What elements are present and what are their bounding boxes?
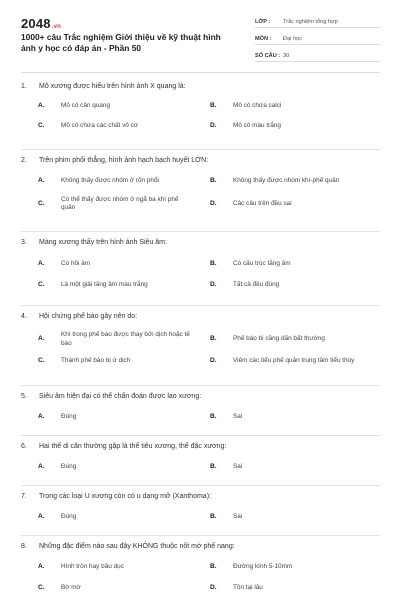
answer-options	[21, 331, 380, 366]
site-logo[interactable]	[21, 16, 61, 31]
question-text	[21, 492, 380, 501]
question-text	[21, 156, 380, 165]
question-item	[21, 306, 380, 386]
option-text: Sai	[233, 463, 243, 470]
question-item	[21, 78, 380, 150]
answer-option[interactable]	[193, 413, 365, 422]
option-letter: D.	[210, 199, 217, 207]
answer-option[interactable]	[193, 260, 365, 269]
answer-option[interactable]	[193, 331, 365, 348]
question-item	[21, 486, 380, 536]
option-letter: C.	[38, 583, 45, 591]
answer-option[interactable]	[21, 196, 193, 213]
option-letter: D.	[210, 357, 217, 364]
answer-option[interactable]	[21, 584, 193, 593]
option-text: Có hồi âm	[61, 260, 91, 267]
question-number: 6.	[21, 443, 27, 450]
question-body: Hội chứng phế bào gây nên do:	[39, 313, 138, 320]
question-number: 8.	[21, 543, 27, 550]
option-text: Không thấy được nhóm ở rốn phổi	[61, 177, 159, 184]
option-letter: A.	[38, 413, 45, 420]
option-text: Đúng	[61, 413, 77, 420]
question-item	[21, 436, 380, 486]
option-text: Sai	[233, 413, 243, 420]
answer-option[interactable]	[193, 584, 365, 593]
question-item	[21, 232, 380, 306]
answer-option[interactable]	[21, 563, 193, 572]
answer-option[interactable]	[193, 357, 365, 366]
answer-option[interactable]	[193, 563, 365, 572]
question-number: 3.	[21, 239, 27, 246]
option-text: Viêm các tiểu phế quản trung tâm tiểu thùy	[233, 357, 355, 364]
answer-option[interactable]	[21, 357, 193, 366]
option-letter: A.	[38, 563, 45, 570]
answer-option[interactable]	[21, 122, 193, 131]
question-text	[21, 442, 380, 451]
meta-row-subject	[255, 30, 380, 45]
answer-option[interactable]	[21, 413, 193, 422]
answer-options	[21, 177, 380, 213]
answer-option[interactable]	[193, 122, 365, 131]
question-body: Trên phim phổi thẳng, hình ảnh hạch bạch huyết LỚN:	[39, 157, 209, 164]
answer-option[interactable]	[193, 513, 365, 522]
option-letter: B.	[210, 563, 217, 570]
header-divider	[21, 72, 380, 73]
option-letter: B.	[210, 102, 217, 109]
question-text	[21, 542, 380, 551]
option-letter: B.	[210, 260, 217, 267]
option-text: Sai	[233, 513, 243, 520]
document-meta	[255, 13, 380, 64]
question-text	[21, 312, 380, 321]
question-body: Siêu âm hiện đại có thể chẩn đoán được lao xương:	[39, 393, 202, 400]
option-text: Đường kính 5-10mm	[233, 563, 293, 570]
option-letter: D.	[210, 121, 217, 129]
option-letter: C.	[38, 280, 45, 288]
meta-value: 30	[283, 53, 290, 59]
logo-suffix: .vn	[51, 24, 62, 30]
question-number: 4.	[21, 313, 27, 320]
option-text: Mô có chứa các chất vô cơ	[61, 121, 139, 129]
option-text: Đúng	[61, 513, 77, 520]
answer-option[interactable]	[193, 196, 365, 213]
meta-value: Đại học	[283, 36, 302, 42]
option-letter: A.	[38, 335, 45, 343]
question-text	[21, 392, 380, 401]
question-body: Trong các loại U xương còn có u dạng mỡ (Xanthoma):	[39, 493, 211, 500]
option-letter: B.	[210, 463, 217, 470]
answer-option[interactable]	[193, 463, 365, 472]
option-letter: B.	[210, 513, 217, 520]
option-text: Khí trong phế bào được thay bởi dịch hoặc tế bào	[61, 331, 190, 347]
answer-option[interactable]	[193, 102, 365, 111]
meta-label: SỐ CÂU :	[255, 53, 281, 59]
option-letter: A.	[38, 177, 45, 184]
answer-option[interactable]	[21, 102, 193, 111]
option-text: Mô có màu trắng	[233, 121, 281, 129]
answer-options	[21, 513, 380, 522]
answer-option[interactable]	[21, 260, 193, 269]
option-letter: C.	[38, 121, 45, 129]
option-letter: B.	[210, 335, 217, 343]
option-text: Mô có chứa calci	[233, 102, 282, 109]
logo-text: 2048	[21, 16, 51, 31]
option-letter: A.	[38, 513, 45, 520]
question-body: Màng xương thấy trên hình ảnh Siêu âm:	[39, 239, 167, 246]
option-letter: A.	[38, 260, 45, 267]
question-number: 5.	[21, 393, 27, 400]
option-text: Tất cả đều đúng	[233, 280, 280, 288]
answer-options	[21, 260, 380, 289]
answer-option[interactable]	[21, 513, 193, 522]
option-text: Phế bào bị căng dãn bất thường	[233, 335, 325, 343]
option-text: Hình tròn hay bầu dục	[61, 563, 124, 570]
option-text: Thành phế bào bị ứ dịch	[61, 357, 131, 364]
question-item	[21, 386, 380, 436]
document-title: 1000+ câu Trắc nghiệm Giới thiệu về kỹ thuật hình ảnh y học có đáp án - Phần 50	[21, 32, 221, 53]
answer-option[interactable]	[21, 177, 193, 186]
meta-row-class	[255, 13, 380, 28]
question-text	[21, 238, 380, 247]
option-letter: C.	[38, 357, 45, 364]
question-text	[21, 82, 380, 91]
page-header	[0, 0, 400, 68]
answer-options	[21, 563, 380, 592]
answer-options	[21, 102, 380, 130]
option-text: Là một giải tăng âm màu trắng	[61, 280, 148, 288]
question-number: 2.	[21, 157, 27, 164]
answer-option[interactable]	[193, 281, 365, 290]
option-text: Mô có cản quang	[61, 102, 111, 109]
option-letter: D.	[210, 280, 217, 288]
option-letter: B.	[210, 413, 217, 420]
option-letter: A.	[38, 463, 45, 470]
question-number: 1.	[21, 83, 27, 90]
question-body: Hai thể di căn thường gặp là thể tiêu xương, thể đặc xương:	[39, 443, 227, 450]
option-letter: A.	[38, 102, 45, 109]
option-text: Các câu trên đều sai	[233, 199, 292, 207]
option-text: Đúng	[61, 463, 77, 470]
answer-option[interactable]	[21, 331, 193, 348]
option-text: Có cấu trúc tăng âm	[233, 260, 291, 267]
meta-label: LỚP :	[255, 19, 271, 25]
meta-value: Trắc nghiệm tổng hợp	[283, 19, 338, 25]
question-list	[21, 78, 380, 598]
answer-option[interactable]	[21, 281, 193, 290]
option-letter: D.	[210, 583, 217, 591]
meta-row-question-count	[255, 47, 380, 62]
option-letter: C.	[38, 199, 45, 207]
question-body: Những đặc điểm nào sau đây KHÔNG thuộc nốt mờ phế nang:	[39, 543, 235, 550]
meta-label: MÔN :	[255, 36, 272, 42]
question-item	[21, 536, 380, 598]
option-letter: B.	[210, 177, 217, 184]
option-text: Bờ mờ	[61, 583, 81, 591]
answer-option[interactable]	[21, 463, 193, 472]
question-number: 7.	[21, 493, 27, 500]
option-text: Không thấy được nhóm khí-phế quản	[233, 177, 340, 184]
option-text: Tồn tại lâu	[233, 583, 263, 591]
answer-options	[21, 413, 380, 422]
answer-options	[21, 463, 380, 472]
answer-option[interactable]	[193, 177, 365, 186]
option-text: Có thể thấy được nhóm ở ngã ba khí phế quản	[61, 195, 179, 211]
question-body: Mô xương được hiểu trên hình ảnh X quang là:	[39, 83, 186, 90]
question-item	[21, 150, 380, 232]
